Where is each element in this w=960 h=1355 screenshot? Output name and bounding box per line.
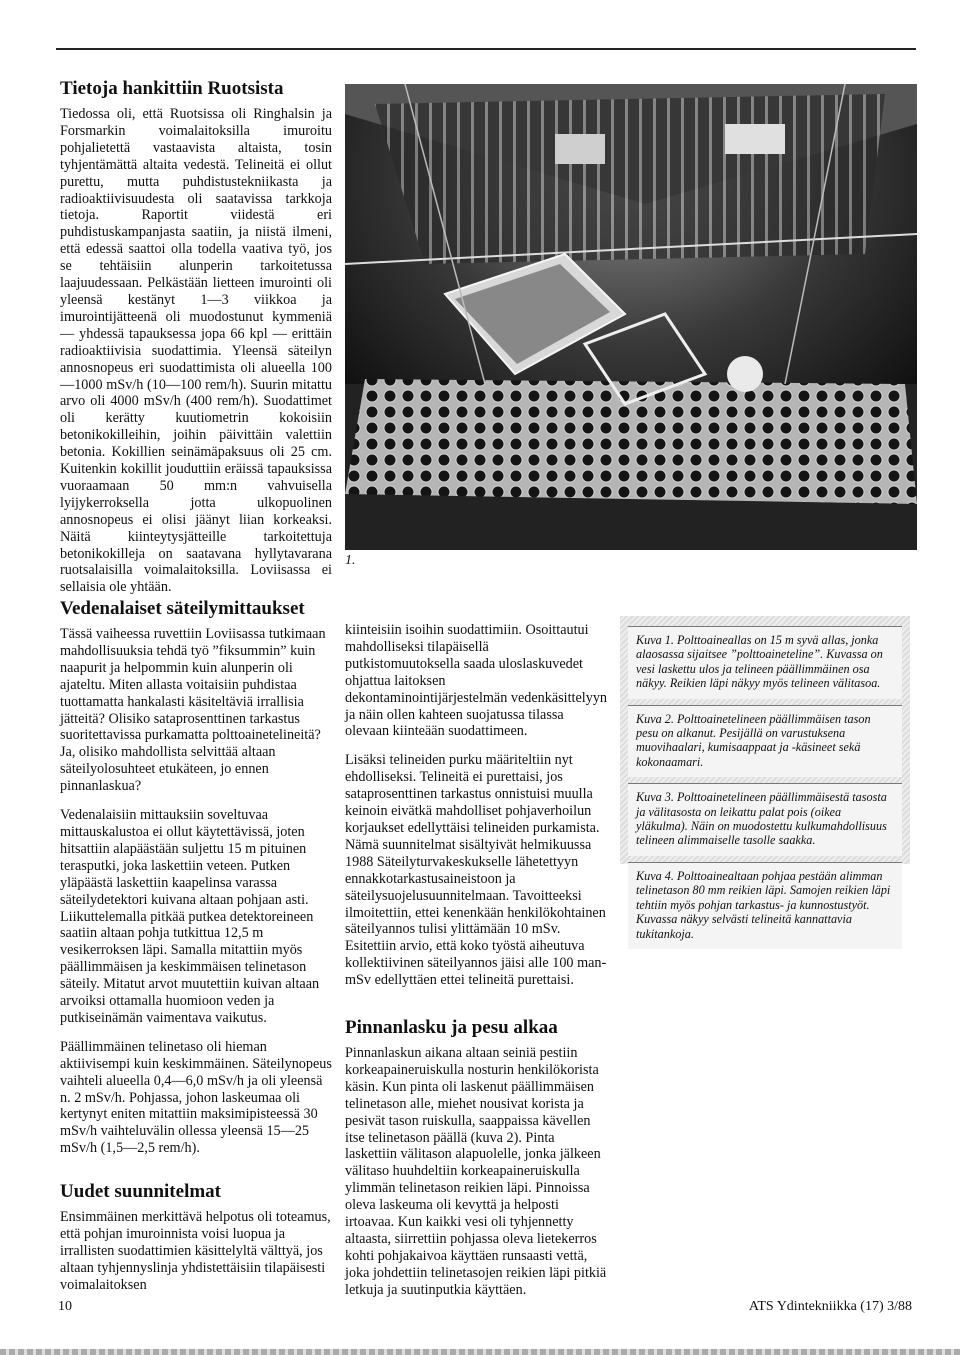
section-mittaukset	[60, 598, 332, 1306]
paragraph: Lisäksi telineiden purku määriteltiin nyt ehdolliseksi. Telineitä ei purettaisi, jos sataprosenttinen tarkastus onnistuisi muulla keinoin eivätkä mahdolliset pohjaverhoilun korjaukset edellyttäisi telineiden purkamista. Nämä suunnitelmat sisältyivät helmikuussa 1988 Säteilyturvakeskukselle lähetettyyn ennakkotarkastusaineistoon ja säteilysuojelusuunnitelmaan. Tavoitteeksi ilmoitettiin, ettei kenenkään henkilökohtainen säteilyannos tulisi ylittämään 10 mSv. Esitettiin arvio, että koko työstä aiheutuva kollektiivinen säteilyannos jäisi alle 100 man-mSv edellyttäen ettei telineitä purettaisi.	[345, 752, 607, 989]
scan-edge	[0, 1349, 960, 1355]
photo-illustration	[345, 84, 917, 550]
section-heading: Vedenalaiset säteilymittaukset	[60, 598, 305, 619]
caption-2: Kuva 2. Polttoainetelineen päällimmäisen tason pesu on alkanut. Pesijällä on varustuksena muovihaalari, kumisaappaat ja -käsineet sekä kokonaamari.	[628, 705, 902, 778]
paragraph: Tässä vaiheessa ruvettiin Loviisassa tutkimaan mahdollisuuksia tehdä työ ”fiksummin” kuin naapurit ja helpommin kuin alunperin oli ajateltu. Miten allasta voitaisiin puhdistaa tuottamatta hankalasti käsiteltäviä irrallisia jätteitä? Olisiko sataprosenttinen tarkastus suoritettavissa purkamatta polttoainetelineitä? Ja, olisiko mahdollista selvittää altaan säteilyolosuhteet etukäteen, jo ennen pinnanlaskua?	[60, 626, 326, 795]
captions-box	[620, 616, 910, 941]
section-heading: Uudet suunnitelmat	[60, 1181, 221, 1203]
section-ruotsi	[60, 78, 332, 608]
paragraph: Päällimmäinen telinetaso oli hieman aktiivisempi kuin keskimmäinen. Säteilynopeus vaihteli alueella 0,4—6,0 mSv/h ja oli yleensä n. 2 mSv/h. Pohjassa, johon laskeumaa oli kertynyt eniten mitattiin maksimipisteessä 30 mSv/h vaihteluvälin ollessa yleensä 15—25 mSv/h (1,5—2,5 rem/h).	[60, 1038, 332, 1157]
paragraph: Pinnanlaskun aikana altaan seiniä pestiin korkeapaineruiskulla nosturin henkilökorista käsin. Kun pinta oli laskenut päällimmäisen telinetason alle, miehet nousivat korista ja pesivät tason ruiskulla, saappaissa kävellen itse telinetason päällä (kuva 2). Pinta laskettiin välitason alapuolelle, jonka jälkeen välitaso huuhdeltiin korkeapaineruiskulla ylimmän telinetason reikien läpi. Pinnoissa oleva laskeuma oli kevyttä ja helposti irtoavaa. Kun kaikki vesi oli tyhjennetty altaasta, siirrettiin pohjassa oleva lietekerros kohti pohjakaivoa käyttäen runsaasti vettä, joka johdettiin telinetasojen reikien läpi pitkiä letkuja ja suutinputkia käyttäen.	[345, 1045, 607, 1298]
paragraph: kiinteisiin isoihin suodattimiin. Osoittautui mahdolliseksi tilapäisellä putkistomuutoksella saada uloslaskuvedet ohjattua laitoksen dekontaminointijärjestelmän vedenkäsittelyyn ja näin ollen kahteen suojatussa tilassa olevaan kiinteään suodattimeen.	[345, 622, 608, 740]
section-heading: Pinnanlasku ja pesu alkaa	[345, 1017, 558, 1039]
figure-label: 1.	[345, 553, 356, 568]
paragraph: Tiedossa oli, että Ruotsissa oli Ringhalsin ja Forsmarkin voimalaitoksilla imuroitu pohjalietettä vastaavista altaista, tosin tyhjentämättä altaita vedestä. Telineitä ei ollut purettu, mutta puhdistustekniikasta ja radioaktiivisuudesta oli saatavissa tarkkoja tietoja. Raportit viidestä eri puhdistuskampanjasta saatiin, ja niistä ilmeni, että edessä saattoi olla todella vaativa työ, jos se tehtäisiin alunperin tarkoitetussa laajuudessaan. Pelkästään lietteen imurointi oli yleensä kestänyt 1—3 viikkoa ja imurointijätteenä oli muodostunut kymmeniä — yhdessä tapauksessa jopa 66 kpl — erittäin radioaktiivisia suodattimia. Yleensä säteilyn annosnopeus eri suodattimista oli alueella 100—1000 mSv/h (10—100 rem/h). Suurin mitattu arvo oli 4000 mSv/h (400 rem/h). Suodattimet oli kerätty kuutiometrin kokoisiin betonikokilleihin, joihin päivittäin valettiin betonia. Kokillien seinämäpaksuus oli 25 cm. Kuitenkin kokillit jouduttiin eräissä tapauksissa vuoraamaan 50 mm:n vahvuisella lyijykerroksella jotta ulkopuolinen annosnopeus ei olisi jäänyt liian korkeaksi. Näitä kiinteytysjätteille tarkoitettuja betonikokilleja on saatavana hyllytavarana ruotsalaisilla voimalaitoksilla. Loviisassa ei sellaisia ole yhtään.	[60, 106, 332, 596]
middle-column	[345, 622, 607, 1311]
caption-1: Kuva 1. Polttoaineallas on 15 m syvä allas, jonka alaosassa sijaitsee ”polttoaineteline”. Kuvassa on vesi laskettu ulos ja telineen päällimmäinen osa näkyy. Reikien läpi näkyy myös telineen välitasoa.	[628, 626, 902, 699]
page-number: 10	[58, 1299, 72, 1314]
paragraph: Vedenalaisiin mittauksiin soveltuvaa mittauskalustoa ei ollut käytettävissä, joten hitsattiin alapäästään suljettu 15 m pituinen terasputki, joka laskettiin veteen. Putken yläpäästä laskettiin kaapelinsa varassa säteilydetektori kuivana altaan pohjaan asti. Liikuttelemalla pitkää putkea detektoreineen saatiin altaan pohja tutkittua 12,5 m vesikerroksen läpi. Samalla mitattiin myös päällimmäisen ja keskimmäisen telinetason säteily. Mitatut arvot muutettiin kuivan altaan arvoiksi ottamalla huomioon veden ja putkiseinämän vaimentava vaikutus.	[60, 807, 320, 1026]
paragraph: Ensimmäinen merkittävä helpotus oli toteamus, että pohjan imuroinnista voisi luopua ja irrallisten suodattimien käsittelyltä välttyä, jos altaan tyhjennyslinja yhdistettäisiin tilapäisesti voimalaitoksen	[60, 1209, 331, 1293]
section-heading: Tietoja hankittiin Ruotsista	[60, 78, 284, 99]
journal-name: ATS Ydintekniikka (17) 3/88	[748, 1299, 912, 1314]
pool-photo	[345, 84, 917, 550]
top-rule	[56, 48, 916, 50]
caption-4: Kuva 4. Polttoainealtaan pohjaa pestään alimman telinetason 80 mm reikien läpi. Samojen reikien läpi tehtiin myös pohjan tarkastus- ja kunnostustyöt. Kuvassa näkyy selvästi telineitä kannattavia tukitankoja.	[628, 862, 902, 949]
caption-3: Kuva 3. Polttoainetelineen päällimmäisestä tasosta ja välitasosta on leikattu palat pois (oikea yläkulma). Näin on muodostettu kulkumahdollisuus telineen alimmaiselle tasolle saakka.	[628, 783, 902, 856]
